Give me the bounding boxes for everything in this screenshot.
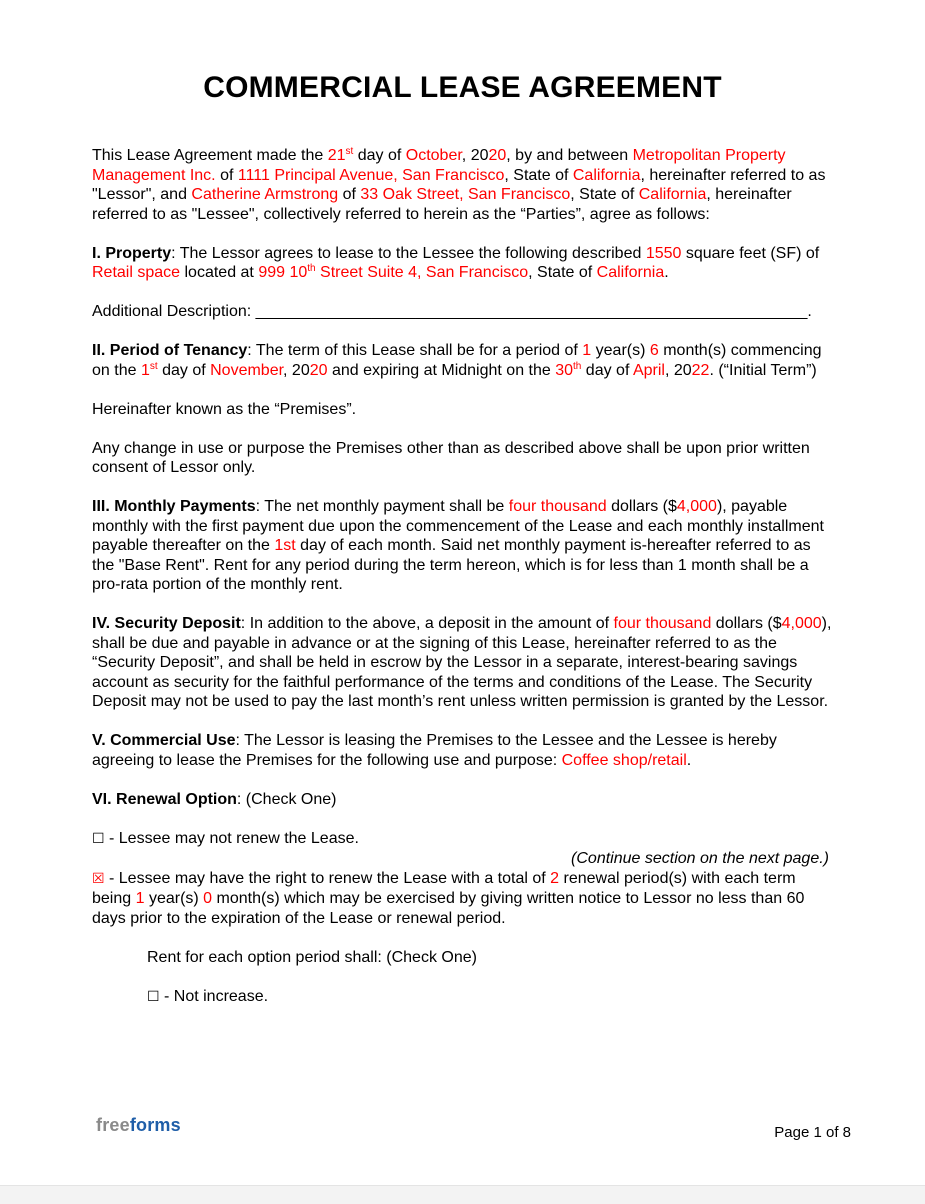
rent-option-label: Rent for each option period shall: (Check One) — [147, 948, 477, 966]
payments-paragraph: III. Monthly Payments: The net monthly payment shall be four thousand dollars ($4,000), payable monthly with the first payment due upon the commencement of the Lease and each monthly installment payable thereafter on the 1st day of each month. Said net monthly payment is-hereafter referred to as the "Base Rent". Rent for any period during the term hereon, which is for less than 1 month shall be a pro-rata portion of the monthly rent. — [92, 498, 824, 593]
section-heading: IV. Security Deposit — [92, 615, 241, 632]
blank-line: ______________________________________________________________. — [255, 303, 812, 320]
fill-end-year: 22 — [691, 361, 710, 379]
tenancy-paragraph: II. Period of Tenancy: The term of this Lease shall be for a period of 1 year(s) 6 month(s) commencing on the 1st day of November, 2020 and expiring at Midnight on the 30th day of April, 2022. (“Initial Term”) — [92, 342, 822, 379]
fill-lessee-state: California — [638, 186, 707, 203]
fill-square-feet: 1550 — [645, 244, 682, 262]
text: day of — [353, 147, 406, 164]
fill-day: 21st — [327, 146, 354, 164]
checkbox-checked[interactable]: ☒ — [92, 870, 105, 887]
fill-end-day: 30th — [555, 360, 582, 379]
fill-deposit-amount: 4,000 — [781, 615, 822, 632]
page-number: Page 1 of 8 — [774, 1124, 851, 1141]
fill-lessor-name: Metropolitan Property Management Inc. — [92, 147, 786, 184]
fill-property-address: 999 10th Street Suite 4, San Francisco — [258, 263, 529, 281]
additional-description — [92, 302, 837, 322]
text: , by and between — [506, 147, 633, 164]
text: of — [338, 186, 361, 203]
fill-years: 1 — [582, 342, 592, 359]
fill-amount-words: four thousand — [508, 498, 607, 515]
fill-space-type: Retail space — [92, 264, 181, 281]
renewal-option-1: ☐ - Lessee may not renew the Lease. — [92, 829, 359, 847]
fill-lessee-address: 33 Oak Street, San Francisco — [360, 186, 571, 203]
rent-option-1: ☐ - Not increase. — [147, 987, 269, 1005]
freeforms-logo: freeforms — [96, 1115, 181, 1135]
text: , State of — [504, 166, 573, 184]
fill-months: 6 — [649, 342, 659, 359]
fill-renewal-periods: 2 — [550, 869, 560, 887]
continue-note: (Continue section on the next page.) — [571, 850, 829, 867]
viewer-bottom-bar — [0, 1185, 925, 1204]
section-heading: III. Monthly Payments — [92, 498, 256, 515]
renewal-option-2: ☒ - Lessee may have the right to renew the Lease with a total of 2 renewal period(s) with each term being 1 year(s) 0 month(s) which may be exercised by giving written notice to Lessor no less than 60 days prior to the expiration of the Lease or renewal period. — [92, 869, 805, 927]
checkbox-unchecked[interactable]: ☐ — [147, 988, 160, 1005]
fill-start-year: 20 — [309, 361, 328, 379]
text: , hereinafter referred to as "Lessor", and — [92, 166, 826, 203]
fill-amount: 4,000 — [676, 498, 717, 515]
fill-lessor-state: California — [572, 166, 641, 184]
text: This Lease Agreement made the — [92, 147, 328, 164]
section-heading: V. Commercial Use — [92, 732, 236, 749]
text: , 20 — [461, 147, 489, 164]
fill-month: October — [405, 147, 462, 164]
fill-term-years: 1 — [135, 890, 145, 907]
fill-deposit-words: four thousand — [613, 615, 712, 632]
section-heading: I. Property — [92, 244, 172, 262]
section-heading: VI. Renewal Option — [92, 790, 237, 808]
deposit-paragraph: IV. Security Deposit: In addition to the above, a deposit in the amount of four thousand dollars ($4,000), shall be due and payable in advance or at the signing of this Lease, hereinafter referred to as the “Security Deposit”, and shall be held in escrow by the Lessor in a separate, interest-bearing savings account as security for the faithful performance of the terms and conditions of the Lease. The Security Deposit may not be used to pay the last month’s rent unless written permission is granted by the Lessor. — [92, 615, 832, 710]
text: of — [215, 166, 238, 184]
change-use-paragraph: Any change in use or purpose the Premises other than as described above shall be upon prior written consent of Lessor only. — [92, 439, 810, 476]
commercial-use-paragraph: V. Commercial Use: The Lessor is leasing the Premises to the Lessee and the Lessee is hereby agreeing to lease the Premises for the following use and purpose: Coffee shop/retail. — [92, 732, 777, 769]
fill-property-state: California — [596, 264, 665, 281]
fill-year: 20 — [488, 147, 507, 164]
section-heading: II. Period of Tenancy — [92, 342, 248, 359]
fill-term-months: 0 — [203, 890, 213, 907]
document-title: COMMERCIAL LEASE AGREEMENT — [203, 71, 722, 104]
fill-lessee-name: Catherine Armstrong — [191, 186, 339, 203]
premises-paragraph: Hereinafter known as the “Premises”. — [92, 400, 357, 418]
field-label: Additional Description: — [92, 303, 256, 320]
fill-due-day: 1st — [274, 537, 296, 554]
fill-start-day: 1st — [140, 360, 158, 379]
renewal-heading-paragraph: VI. Renewal Option: (Check One) — [92, 790, 337, 808]
fill-end-month: April — [632, 361, 665, 379]
fill-start-month: November — [210, 361, 284, 379]
checkbox-unchecked[interactable]: ☐ — [92, 830, 105, 847]
text: , hereinafter referred to as "Lessee", collectively referred to herein as the “Parties”, agree as follows: — [92, 186, 792, 223]
property-paragraph: I. Property: The Lessor agrees to lease to the Lessee the following described 1550 square feet (SF) of Retail space located at 999 10th Street Suite 4, San Francisco, State of California. — [92, 244, 820, 281]
fill-lessor-address: 1111 Principal Avenue, San Francisco — [237, 166, 505, 184]
document-body — [92, 146, 837, 1027]
intro-paragraph — [92, 146, 837, 224]
text: , State of — [570, 186, 639, 203]
fill-use-purpose: Coffee shop/retail — [561, 751, 687, 769]
